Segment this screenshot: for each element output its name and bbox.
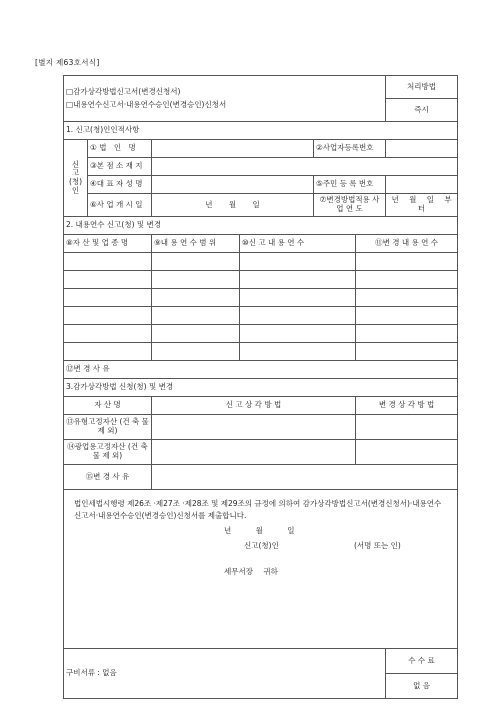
table-row (64, 253, 458, 271)
biz-reg-no-label: ②사업자등록번호 (314, 140, 386, 158)
col-changed-life: ⑪변 경 내 용 연 수 (356, 235, 458, 253)
processing-label: 처리방법 (386, 76, 458, 99)
declaration-date: 년 월 일 (224, 526, 295, 536)
cell[interactable] (152, 289, 240, 307)
attachments: 구비서류 : 없음 (64, 649, 386, 699)
recipient: 세무서장 귀하 (224, 566, 278, 576)
cell[interactable] (240, 289, 356, 307)
table-row (64, 271, 458, 289)
declaration (64, 490, 458, 649)
cell[interactable] (152, 271, 240, 289)
col-asset-name: 자 산 명 (64, 397, 152, 415)
col-asset-industry: ⑧자 산 및 업 종 명 (64, 235, 152, 253)
processing-value: 즉시 (386, 99, 458, 122)
section3-title: 3.감가상각방법 신청(청) 및 변경 (64, 379, 458, 397)
cell[interactable] (152, 343, 240, 361)
biz-start-label: ⑥사 업 개 시 일 (88, 194, 152, 217)
cell[interactable] (64, 253, 152, 271)
section2-title: 2. 내용연수 신고(청) 및 변경 (64, 217, 458, 235)
section2-change-reason[interactable]: ⑫변 경 사 유 (64, 361, 458, 379)
form-number: [별지 제63호서식] (35, 58, 100, 67)
title-line-2: □내용연수신고서·내용연수승인(변경승인)신청서 (66, 99, 227, 109)
section3-reason-field[interactable] (152, 465, 458, 490)
section1-title: 1. 신고(청)인인적사항 (64, 122, 458, 140)
applicant-line (74, 540, 447, 552)
col-reported-life: ⑩신 고 내 용 연 수 (240, 235, 356, 253)
resident-no-field[interactable] (386, 176, 458, 194)
cell[interactable] (240, 325, 356, 343)
table-row (64, 289, 458, 307)
form-title (64, 76, 386, 122)
cell[interactable] (356, 307, 458, 325)
mining-asset-label: ⑭광업용고정자산 (건 축 물 제 외) (64, 440, 152, 465)
sign-label: (서명 또는 인) (354, 540, 401, 550)
representative-field[interactable] (152, 176, 314, 194)
cell[interactable] (64, 289, 152, 307)
declaration-text: 법인세법시행령 제26조 ·제27조 ·제28조 및 제29조의 규정에 의하여 감가상각방법신고서(변경신청서)·내용연수신고서·내용연수승인(변경승인)신청서를 제출합니다. (74, 499, 442, 520)
biz-start-field[interactable]: 년 월 일 (152, 194, 314, 217)
cell[interactable] (240, 253, 356, 271)
cell[interactable] (64, 271, 152, 289)
cell[interactable] (356, 343, 458, 361)
hq-location-field[interactable] (152, 158, 458, 176)
hq-location-label: ③본 점 소 재 지 (88, 158, 152, 176)
fee-value: 없 음 (386, 674, 458, 699)
tangible-reported-method[interactable] (152, 415, 356, 440)
cell[interactable] (240, 271, 356, 289)
tangible-changed-method[interactable] (356, 415, 458, 440)
col-useful-life-range: ⑨내 용 연 수 범 위 (152, 235, 240, 253)
table-row (64, 325, 458, 343)
cell[interactable] (152, 325, 240, 343)
cell[interactable] (356, 253, 458, 271)
cell[interactable] (64, 307, 152, 325)
table-row (64, 343, 458, 361)
mining-changed-method[interactable] (356, 440, 458, 465)
representative-label: ④대 표 자 성 명 (88, 176, 152, 194)
change-method-year-label: ⑦변경방법적용 사 업 연 도 (314, 194, 386, 217)
fee-label: 수 수 료 (386, 649, 458, 674)
application-form (63, 75, 458, 699)
cell[interactable] (240, 343, 356, 361)
resident-no-label: ⑤주민 등 록 번호 (314, 176, 386, 194)
col-changed-method: 변 경 상 각 방 법 (356, 397, 458, 415)
cell[interactable] (356, 325, 458, 343)
col-reported-method: 신 고 상 각 방 법 (152, 397, 356, 415)
biz-reg-no-field[interactable] (386, 140, 458, 158)
cell[interactable] (240, 307, 356, 325)
cell[interactable] (64, 325, 152, 343)
section3-reason-label: ⑮변 경 사 유 (64, 465, 152, 490)
table-row (64, 307, 458, 325)
cell[interactable] (64, 343, 152, 361)
cell[interactable] (356, 289, 458, 307)
applicant-label: 신고(청)인 (244, 540, 279, 550)
corp-name-field[interactable] (152, 140, 314, 158)
corp-name-label: ①법 인 명 (88, 140, 152, 158)
tangible-asset-label: ⑬유형고정자산 (건 축 물 제 외) (64, 415, 152, 440)
change-method-year-field[interactable]: 년 월 일 부터 (386, 194, 458, 217)
cell[interactable] (152, 253, 240, 271)
title-line-1: □감가상각방법신고서(변경신청서) (66, 86, 181, 96)
cell[interactable] (356, 271, 458, 289)
cell[interactable] (152, 307, 240, 325)
mining-reported-method[interactable] (152, 440, 356, 465)
applicant-side-label: 신 고 (청) 인 (64, 140, 88, 217)
